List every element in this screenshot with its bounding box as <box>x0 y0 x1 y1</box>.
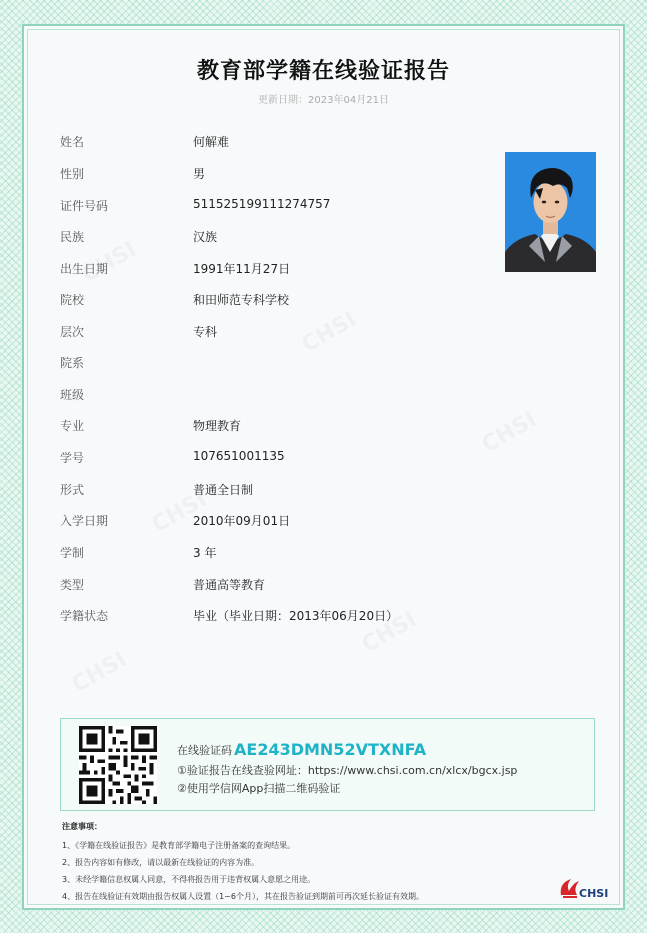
field-value: 和田师范专科学校 <box>193 293 290 307</box>
verification-app-line: ②使用学信网App扫描二维码验证 <box>177 782 341 795</box>
field-value: 普通高等教育 <box>193 578 266 592</box>
field-value: 专科 <box>193 325 218 339</box>
note-item: 2、报告内容如有修改，请以最新在线验证的内容为准。 <box>62 858 260 867</box>
field-label: 入学日期 <box>60 514 109 528</box>
field-label: 学籍状态 <box>60 609 109 623</box>
note-item: 1、《学籍在线验证报告》是教育部学籍电子注册备案的查询结果。 <box>62 841 296 850</box>
field-label: 院校 <box>60 293 85 307</box>
notes-title: 注意事项： <box>62 822 102 831</box>
field-label: 性别 <box>60 167 85 181</box>
update-date: 更新日期：2023年04月21日 <box>258 95 389 106</box>
note-item: 3、未经学籍信息权属人同意，不得将报告用于违背权属人意愿之用途。 <box>62 875 316 884</box>
field-label: 专业 <box>60 419 85 433</box>
note-item: 4、报告在线验证有效期由报告权属人设置（1~6个月），其在报告验证到期前可再次延长验证有效期。 <box>62 892 424 901</box>
verification-box <box>60 718 595 811</box>
field-label: 学制 <box>60 546 85 560</box>
field-value: 2010年09月01日 <box>193 514 291 528</box>
field-value: 普通全日制 <box>193 483 254 497</box>
field-value: 汉族 <box>193 230 218 244</box>
field-label: 班级 <box>60 388 85 402</box>
field-label: 层次 <box>60 325 85 339</box>
verification-url-line[interactable]: ①验证报告在线查验网址：https://www.chsi.com.cn/xlcx/bgcx.jsp <box>177 764 518 777</box>
field-value: 何解难 <box>193 135 230 149</box>
chsi-logo-text: CHSI <box>579 887 609 900</box>
verification-code-label: 在线验证码 <box>177 744 232 757</box>
qr-code-icon[interactable] <box>79 726 157 804</box>
field-label: 出生日期 <box>60 262 109 276</box>
field-value: 毕业（毕业日期：2013年06月20日） <box>193 609 399 623</box>
report-title: 教育部学籍在线验证报告 <box>196 59 450 84</box>
student-photo <box>505 152 596 272</box>
field-value: 物理教育 <box>193 419 242 433</box>
field-label: 类型 <box>60 578 85 592</box>
portrait-image <box>505 152 596 272</box>
field-value: 107651001135 <box>193 449 285 463</box>
field-value: 3 年 <box>193 546 217 560</box>
field-label: 姓名 <box>60 135 85 149</box>
field-value: 男 <box>193 167 206 181</box>
field-value: 1991年11月27日 <box>193 262 291 276</box>
field-value: 511525199111274757 <box>193 197 331 211</box>
field-label: 院系 <box>60 356 85 370</box>
field-label: 证件号码 <box>60 199 109 213</box>
field-label: 民族 <box>60 230 85 244</box>
verification-code[interactable]: AE243DMN52VTXNFA <box>234 740 427 759</box>
field-label: 形式 <box>60 483 85 497</box>
field-label: 学号 <box>60 451 85 465</box>
verification-code-row <box>177 740 426 759</box>
